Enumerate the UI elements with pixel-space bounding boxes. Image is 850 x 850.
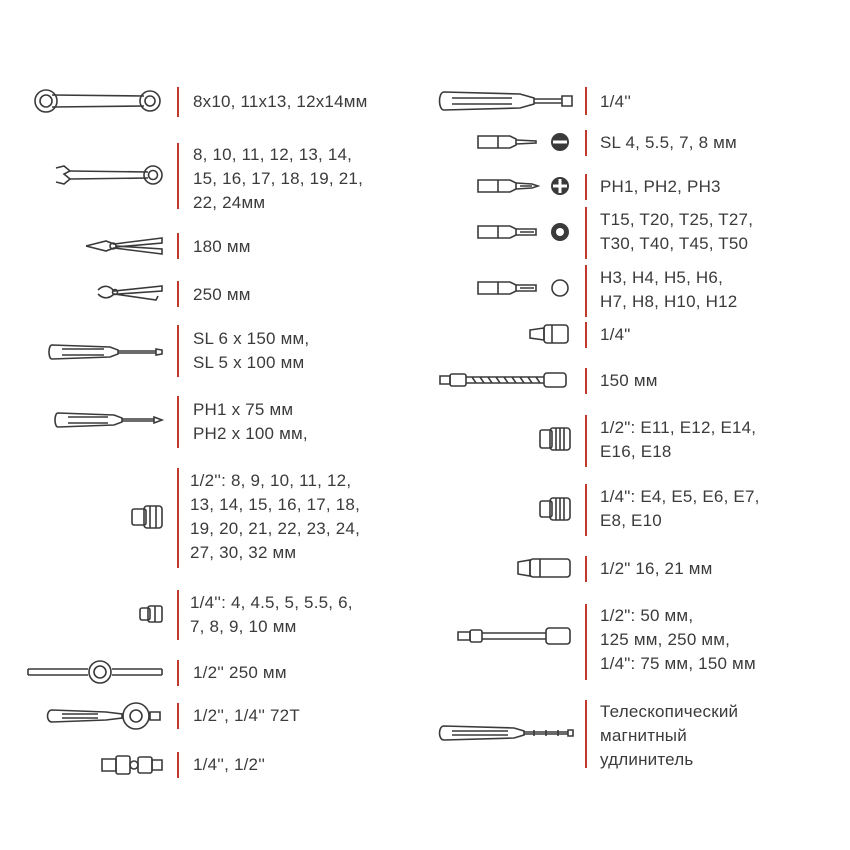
bit-adapter-icon	[528, 322, 572, 346]
item-label-phillips-screwdrivers: PH1 x 75 мм PH2 x 100 мм,	[193, 400, 308, 443]
separator	[585, 87, 587, 115]
torx-bit-icon	[476, 220, 572, 244]
item-label-spark-plug-sockets: 1/2" 16, 21 мм	[600, 559, 713, 578]
separator	[177, 325, 179, 377]
flexible-extension-icon	[438, 370, 574, 390]
combination-pliers-icon	[84, 234, 164, 258]
item-label-slotted-screwdrivers: SL 6 x 150 мм, SL 5 x 100 мм	[193, 329, 310, 372]
separator	[585, 265, 587, 317]
locking-pliers-icon	[96, 282, 164, 304]
separator	[585, 415, 587, 467]
separator	[177, 590, 179, 640]
item-label-slotted-bits: SL 4, 5.5, 7, 8 мм	[600, 133, 737, 152]
t-handle-icon	[26, 660, 164, 684]
item-label-bit-screwdriver: 1/4''	[600, 92, 632, 111]
item-label-wrench-sizes: 8, 10, 11, 12, 13, 14, 15, 16, 17, 18, 19, 21, 22, 24мм	[193, 145, 364, 212]
separator	[585, 322, 587, 348]
bit-screwdriver-icon	[438, 88, 574, 114]
separator	[177, 468, 179, 568]
e-socket-quarter-inch-icon	[538, 496, 572, 522]
e-socket-half-inch-icon	[538, 426, 572, 452]
item-label-combination-wrenches: 8x10, 11x13, 12x14мм	[193, 92, 368, 111]
universal-joint-icon	[100, 752, 164, 776]
separator	[177, 660, 179, 686]
separator	[177, 87, 179, 117]
item-label-flexible-extension: 150 мм	[600, 371, 658, 390]
separator	[177, 396, 179, 448]
separator	[177, 703, 179, 729]
item-label-ratchet: 1/2'', 1/4'' 72T	[193, 706, 300, 725]
separator	[585, 604, 587, 680]
hex-bit-icon	[476, 276, 572, 300]
phillips-bit-icon	[476, 174, 572, 198]
separator	[585, 368, 587, 394]
slotted-screwdriver-icon	[48, 340, 166, 364]
item-label-sockets-quarter-inch: 1/4'': 4, 4.5, 5, 5.5, 6, 7, 8, 9, 10 мм	[190, 593, 353, 636]
separator	[585, 484, 587, 536]
slotted-bit-icon	[476, 130, 572, 154]
separator	[585, 700, 587, 768]
item-label-locking-pliers: 250 мм	[193, 285, 251, 304]
separator	[177, 752, 179, 778]
separator	[585, 207, 587, 259]
item-label-telescopic-magnet: Телескопический магнитный удлинитель	[600, 702, 739, 769]
ratchet-icon	[46, 702, 164, 730]
open-ring-wrench-icon	[54, 162, 164, 188]
item-label-torx-bits: T15, T20, T25, T27, T30, T40, T45, T50	[600, 210, 754, 253]
item-label-bit-adapter: 1/4"	[600, 325, 631, 344]
item-label-pliers: 180 мм	[193, 237, 251, 256]
item-label-e-sockets-quarter-inch: 1/4": E4, E5, E6, E7, E8, E10	[600, 487, 760, 530]
item-label-universal-joints: 1/4'', 1/2''	[193, 755, 266, 774]
item-label-sockets-half-inch: 1/2'': 8, 9, 10, 11, 12, 13, 14, 15, 16, 17, 18, 19, 20, 21, 22, 23, 24, 27, 30, 32 мм	[190, 471, 361, 562]
separator	[177, 281, 179, 307]
spark-plug-socket-icon	[516, 556, 572, 580]
phillips-screwdriver-icon	[54, 408, 164, 432]
item-label-e-sockets-half-inch: 1/2": E11, E12, E14, E16, E18	[600, 418, 757, 461]
socket-half-inch-icon	[130, 504, 164, 530]
combination-wrench-icon	[32, 86, 164, 116]
separator	[585, 556, 587, 582]
item-label-extension-bars: 1/2": 50 мм, 125 мм, 250 мм, 1/4": 75 мм, 150 мм	[600, 606, 756, 673]
socket-quarter-inch-icon	[138, 604, 164, 624]
separator	[585, 174, 587, 200]
item-label-t-handle: 1/2'' 250 мм	[193, 663, 287, 682]
separator	[177, 233, 179, 259]
item-label-hex-bits: H3, H4, H5, H6, H7, H8, H10, H12	[600, 268, 738, 311]
item-label-phillips-bits: PH1, PH2, PH3	[600, 177, 721, 196]
separator	[585, 130, 587, 156]
telescopic-magnet-icon	[438, 722, 574, 744]
separator	[177, 143, 179, 209]
extension-bar-icon	[456, 624, 572, 648]
